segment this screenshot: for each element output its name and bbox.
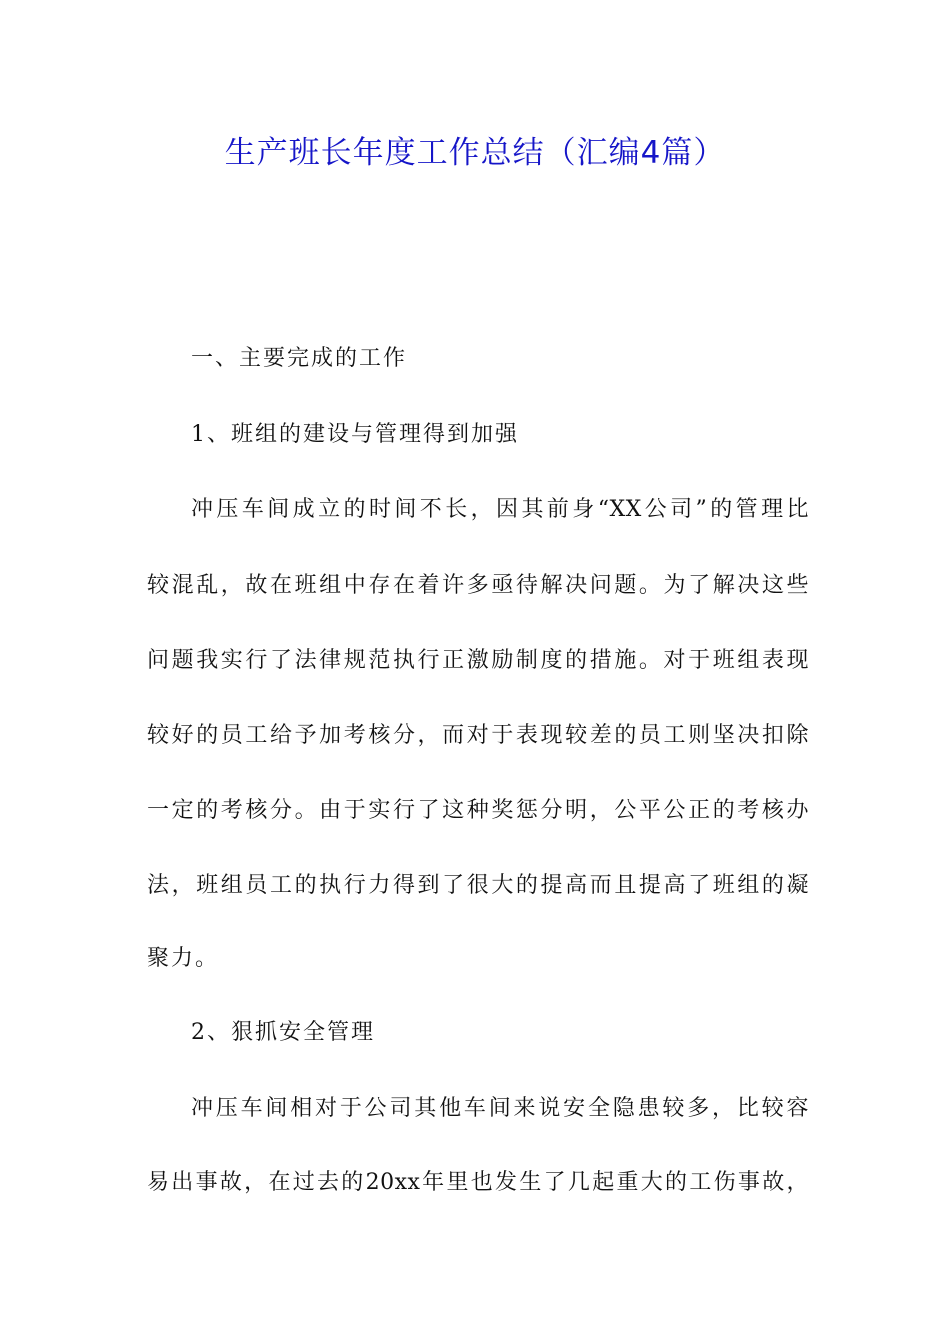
section-heading: 一、主要完成的工作: [191, 346, 408, 371]
subsection-heading: 1、班组的建设与管理得到加强: [191, 422, 519, 447]
document-title: 生产班长年度工作总结（汇编4篇）: [224, 135, 726, 171]
paragraph-line: 易出事故，在过去的20xx年里也发生了几起重大的工伤事故，: [147, 1170, 809, 1195]
paragraph-line: 法，班组员工的执行力得到了很大的提高而且提高了班组的凝: [147, 873, 809, 898]
paragraph-line: 较混乱，故在班组中存在着许多亟待解决问题。为了解决这些: [147, 573, 809, 598]
paragraph-line: 冲压车间相对于公司其他车间来说安全隐患较多，比较容: [191, 1096, 809, 1121]
paragraph-line: 冲压车间成立的时间不长，因其前身“XX公司”的管理比: [191, 497, 809, 522]
paragraph-line: 聚力。: [147, 946, 220, 971]
paragraph-line: 较好的员工给予加考核分，而对于表现较差的员工则坚决扣除: [147, 723, 809, 748]
subsection-heading: 2、狠抓安全管理: [191, 1020, 375, 1045]
paragraph-line: 问题我实行了法律规范执行正激励制度的措施。对于班组表现: [147, 648, 809, 673]
paragraph-line: 一定的考核分。由于实行了这种奖惩分明，公平公正的考核办: [147, 798, 809, 823]
